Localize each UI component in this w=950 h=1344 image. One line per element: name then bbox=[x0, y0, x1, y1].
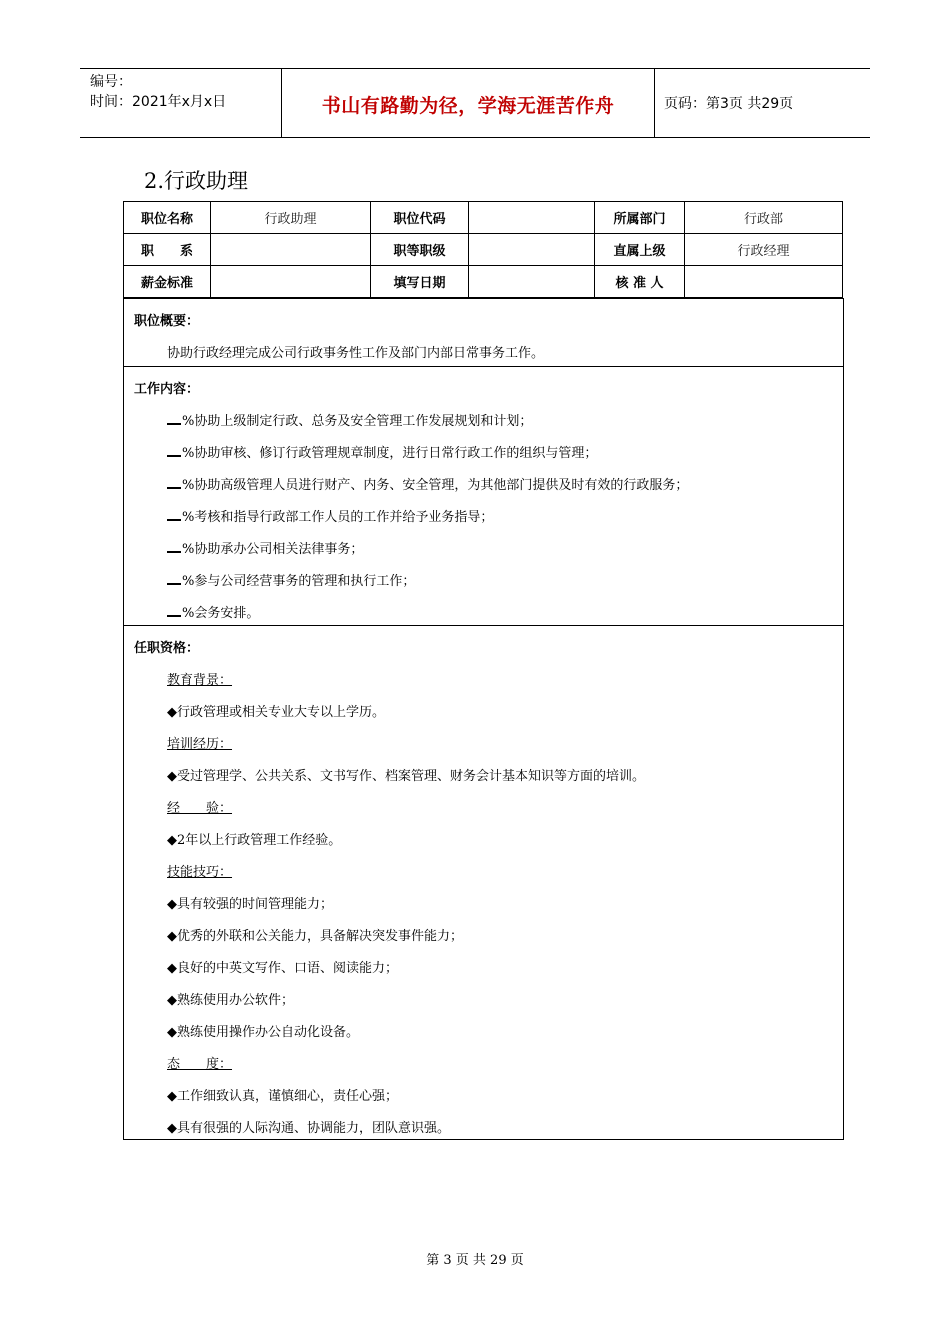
field-value bbox=[469, 202, 595, 234]
overview-heading: 职位概要： bbox=[134, 314, 200, 329]
page-info: 页码：第3页 共29页 bbox=[664, 96, 794, 112]
field-label: 所属部门 bbox=[595, 202, 685, 234]
list-item: ◆2年以上行政管理工作经验。 bbox=[167, 833, 342, 848]
field-value: 行政部 bbox=[685, 202, 843, 234]
document-number: 编号： bbox=[90, 74, 132, 90]
field-value bbox=[211, 234, 371, 266]
table-row bbox=[124, 202, 843, 234]
document-date: 时间：2021年x月x日 bbox=[90, 94, 227, 110]
field-label: 职位名称 bbox=[124, 202, 211, 234]
list-item: ◆行政管理或相关专业大专以上学历。 bbox=[167, 705, 385, 720]
field-value bbox=[685, 266, 843, 298]
experience-title: 经 验： bbox=[167, 801, 233, 816]
header-meta bbox=[80, 69, 281, 137]
motto: 书山有路勤为径，学海无涯苦作舟 bbox=[321, 95, 615, 117]
field-value: 行政经理 bbox=[685, 234, 843, 266]
training-title: 培训经历： bbox=[167, 737, 233, 752]
page-header bbox=[80, 68, 870, 138]
list-item: %协助承办公司相关法律事务； bbox=[167, 538, 363, 557]
header-page-cell bbox=[654, 69, 870, 137]
field-label: 直属上级 bbox=[595, 234, 685, 266]
job-info-table bbox=[123, 201, 843, 298]
list-item: ◆优秀的外联和公关能力，具备解决突发事件能力； bbox=[167, 929, 463, 944]
field-value bbox=[211, 266, 371, 298]
list-item: %考核和指导行政部工作人员的工作并给予业务指导； bbox=[167, 506, 493, 525]
list-item: ◆熟练使用办公软件； bbox=[167, 993, 294, 1008]
education-title: 教育背景： bbox=[167, 673, 233, 688]
list-item: %会务安排。 bbox=[167, 602, 259, 621]
list-item: ◆熟练使用操作办公自动化设备。 bbox=[167, 1025, 359, 1040]
list-item: %协助审核、修订行政管理规章制度，进行日常行政工作的组织与管理； bbox=[167, 442, 597, 461]
table-row bbox=[124, 266, 843, 298]
list-item: %协助上级制定行政、总务及安全管理工作发展规划和计划； bbox=[167, 410, 532, 429]
list-item: ◆受过管理学、公共关系、文书写作、档案管理、财务会计基本知识等方面的培训。 bbox=[167, 769, 645, 784]
job-description-body bbox=[123, 298, 844, 1140]
overview-text: 协助行政经理完成公司行政事务性工作及部门内部日常事务工作。 bbox=[167, 346, 545, 361]
header-motto-cell bbox=[281, 69, 655, 137]
page-footer: 第 3 页 共 29 页 bbox=[426, 1253, 524, 1268]
section-title: 2.行政助理 bbox=[144, 169, 249, 193]
attitude-title: 态 度： bbox=[167, 1057, 233, 1072]
list-item: ◆具有很强的人际沟通、协调能力，团队意识强。 bbox=[167, 1121, 450, 1136]
duties-section bbox=[124, 366, 843, 626]
field-label: 薪金标准 bbox=[124, 266, 211, 298]
field-value bbox=[469, 234, 595, 266]
field-label: 填写日期 bbox=[371, 266, 469, 298]
list-item: ◆良好的中英文写作、口语、阅读能力； bbox=[167, 961, 398, 976]
overview-section bbox=[124, 298, 843, 367]
qualifications-heading: 任职资格： bbox=[134, 641, 200, 656]
field-label: 核 准 人 bbox=[595, 266, 685, 298]
table-row bbox=[124, 234, 843, 266]
list-item: ◆工作细致认真，谨慎细心，责任心强； bbox=[167, 1089, 398, 1104]
list-item: %协助高级管理人员进行财产、内务、安全管理，为其他部门提供及时有效的行政服务； bbox=[167, 474, 688, 493]
field-label: 职位代码 bbox=[371, 202, 469, 234]
qualifications-section bbox=[124, 625, 843, 1140]
field-label: 职等职级 bbox=[371, 234, 469, 266]
duties-heading: 工作内容： bbox=[134, 382, 200, 397]
list-item: %参与公司经营事务的管理和执行工作； bbox=[167, 570, 415, 589]
field-value bbox=[469, 266, 595, 298]
field-label: 职 系 bbox=[124, 234, 211, 266]
field-value: 行政助理 bbox=[211, 202, 371, 234]
list-item: ◆具有较强的时间管理能力； bbox=[167, 897, 333, 912]
skills-title: 技能技巧： bbox=[167, 865, 233, 880]
